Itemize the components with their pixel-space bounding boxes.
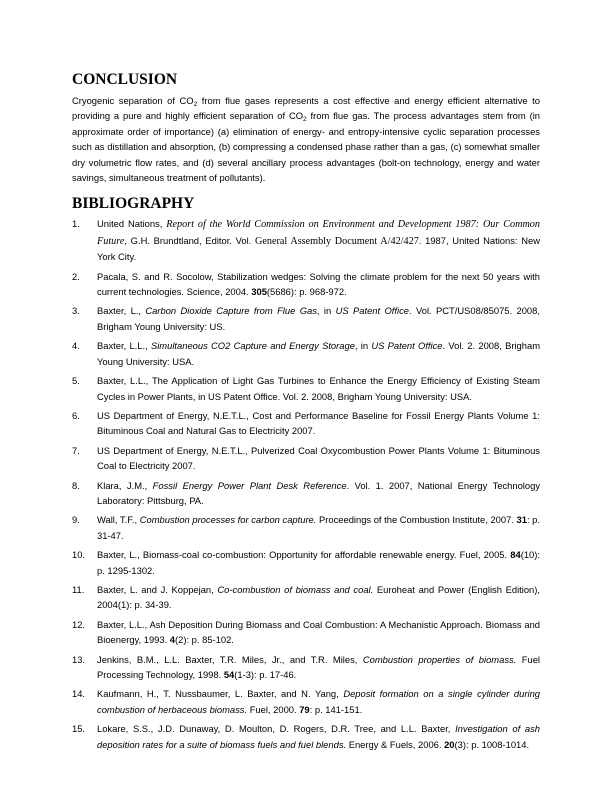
- reference-item: [72, 582, 540, 613]
- reference-item: [72, 269, 540, 300]
- reference-text: . 1987, United Nations: New York City.: [97, 234, 540, 263]
- reference-text: Wall, T.F.,: [97, 514, 140, 526]
- reference-text: US Department of Energy, N.E.T.L., Cost and Performance Baseline for Fossil Energy Plants Volume 1: Bituminous Coal and Natural Gas to Electricity 2007.: [97, 409, 540, 437]
- reference-item: [72, 617, 540, 648]
- reference-text: Energy & Fuels, 2006.: [346, 738, 445, 750]
- reference-text: (5686): p. 968-972.: [266, 286, 347, 298]
- reference-number: 1.: [72, 218, 80, 230]
- subscript: 2: [303, 116, 307, 124]
- reference-text: (10): p. 1295-1302.: [97, 549, 540, 576]
- reference-volume: 31: [516, 514, 527, 526]
- reference-text: United Nations,: [97, 218, 167, 230]
- reference-text: . Vol. 1. 2007, National Energy Technology Laboratory: Pittsburg, PA.: [97, 479, 541, 506]
- reference-text: Baxter, L.L.,: [97, 340, 151, 352]
- reference-text: (3): p. 1008-1014.: [454, 738, 530, 750]
- reference-text: Kaufmann, H., T. Nussbaumer, L. Baxter, and N. Yang,: [97, 688, 344, 700]
- reference-title: Carbon Dioxide Capture from Flue Gas: [145, 305, 317, 317]
- reference-title: Deposit formation on a single cylinder during combustion of herbaceous biomass.: [97, 688, 540, 715]
- reference-item: [72, 303, 540, 334]
- reference-text: Fuel Processing Technology, 1998.: [97, 653, 541, 680]
- reference-title: US Patent Office: [335, 305, 409, 317]
- reference-item: [72, 216, 540, 264]
- reference-item: [72, 512, 540, 543]
- reference-item: [72, 443, 540, 474]
- reference-text: Jenkins, B.M., L.L. Baxter, T.R. Miles, Jr., and T.R. Miles,: [97, 653, 363, 665]
- reference-number: 5.: [72, 375, 80, 387]
- reference-item: [72, 547, 540, 578]
- reference-text: , in: [354, 340, 372, 352]
- reference-volume: 4: [169, 634, 176, 646]
- reference-number: 15.: [72, 723, 86, 735]
- reference-item: [72, 408, 540, 439]
- reference-item: [72, 721, 540, 752]
- reference-item: [72, 686, 540, 717]
- reference-text: Proceedings of the Combustion Institute, 2007.: [316, 514, 517, 526]
- reference-text: . Vol. PCT/US08/85075. 2008, Brigham Young University: US.: [97, 305, 540, 332]
- reference-text: Euroheat and Power (English Edition), 2004(1): p. 34-39.: [97, 583, 541, 611]
- reference-text: Baxter, L.,: [97, 305, 146, 317]
- reference-number: 8.: [72, 479, 80, 491]
- bibliography-heading: BIBLIOGRAPHY: [72, 195, 195, 213]
- reference-volume: 54: [223, 669, 235, 680]
- reference-title: Simultaneous CO2 Capture and Energy Storage: [150, 340, 355, 352]
- reference-title: Fossil Energy Power Plant Desk Reference: [152, 479, 347, 491]
- reference-number: 2.: [72, 270, 80, 282]
- reference-number: 6.: [72, 409, 80, 421]
- reference-title: Combustion processes for carbon capture.: [139, 514, 317, 526]
- reference-volume: 79: [299, 703, 310, 715]
- reference-text: Lokare, S.S., J.D. Dunaway, D. Moulton, D. Rogers, D.R. Tree, and L.L. Baxter,: [97, 723, 456, 735]
- reference-number: 9.: [72, 514, 80, 526]
- reference-title: Report of the World Commission on Environment and Development 1987: Our Common Future: [97, 219, 540, 247]
- reference-number: 12.: [72, 618, 86, 630]
- reference-number: 3.: [72, 305, 80, 317]
- reference-text: . Vol. 2. 2008, Brigham Young University: USA.: [97, 340, 541, 367]
- reference-title: Combustion properties of biomass.: [362, 653, 517, 665]
- conclusion-text: from flue gases represents a cost effective and energy efficient alternative to providing a pure and highly efficient separation of CO: [72, 95, 540, 122]
- reference-text: Klara, J.M.,: [97, 479, 153, 491]
- reference-text: Fuel, 2000.: [247, 703, 300, 715]
- conclusion-text: from flue gas. The process advantages stem from (in approximate order of importance) (a) elimination of energy- and entropy-intensive cyclic separation processes such as distillation and absorption, (b) compressing a condensed phase rather than a gas, (c) somewhat smaller dry volumetric flow rates, and (d) several ancillary process advantages (bolt-on technology, energy and water savings, simultaneous treatment of pollutants).: [72, 110, 540, 184]
- reference-text: Baxter, L.L., The Application of Light Gas Turbines to Enhance the Energy Efficiency of Existing Steam Cycles in Power Plants, in US Patent Office. Vol. 2. 2008, Brigham Young University: USA.: [97, 375, 540, 402]
- reference-text: : p. 31-47.: [97, 514, 540, 541]
- conclusion-text: Cryogenic separation of CO: [72, 95, 194, 106]
- reference-item: [72, 338, 540, 369]
- reference-number: 10.: [72, 549, 86, 561]
- reference-text: (1-3): p. 17-46.: [234, 669, 297, 680]
- reference-volume: 84: [510, 549, 521, 561]
- reference-text: , in: [316, 305, 336, 317]
- reference-text: : p. 141-151.: [309, 703, 363, 715]
- conclusion-paragraph: [72, 93, 540, 185]
- reference-number: 14.: [72, 688, 86, 700]
- reference-volume: 20: [444, 738, 455, 750]
- reference-text: Baxter, L. and J. Koppejan,: [97, 583, 218, 595]
- reference-text: Baxter, L.L., Ash Deposition During Biomass and Coal Combustion: A Mechanistic Approach. Biomass and Bioenergy, 1993.: [97, 618, 540, 646]
- reference-title: Investigation of ash deposition rates for a suite of biomass fuels and fuel blends.: [97, 723, 540, 750]
- reference-item: [72, 478, 540, 509]
- reference-item: [72, 373, 540, 404]
- reference-volume: 305: [251, 286, 267, 298]
- reference-item: [72, 652, 540, 683]
- subscript: 2: [193, 101, 198, 108]
- conclusion-heading: CONCLUSION: [72, 71, 178, 88]
- reference-number: 4.: [72, 340, 80, 352]
- reference-title: Co-combustion of biomass and coal.: [217, 583, 374, 595]
- reference-text: General Assembly Document A/42/427: [255, 235, 419, 247]
- reference-title: US Patent Office: [371, 340, 443, 352]
- reference-text: Pacala, S. and R. Socolow, Stabilization wedges: Solving the climate problem for the next 50 years with current technologies. Science, 2004.: [97, 270, 540, 298]
- reference-text: , G.H. Brundtland, Editor. Vol.: [124, 234, 256, 246]
- reference-number: 13.: [72, 653, 86, 665]
- reference-text: US Department of Energy, N.E.T.L., Pulverized Coal Oxycombustion Power Plants Volume 1: Bituminous Coal to Electricity 2007.: [97, 444, 540, 472]
- reference-number: 11.: [72, 583, 85, 595]
- reference-list: [72, 216, 540, 752]
- document-page: [72, 70, 540, 756]
- reference-number: 7.: [72, 444, 80, 456]
- reference-text: Baxter, L., Biomass-coal co-combustion: Opportunity for affordable renewable energy. Fuel, 2005.: [97, 549, 511, 561]
- reference-text: (2): p. 85-102.: [175, 634, 234, 646]
